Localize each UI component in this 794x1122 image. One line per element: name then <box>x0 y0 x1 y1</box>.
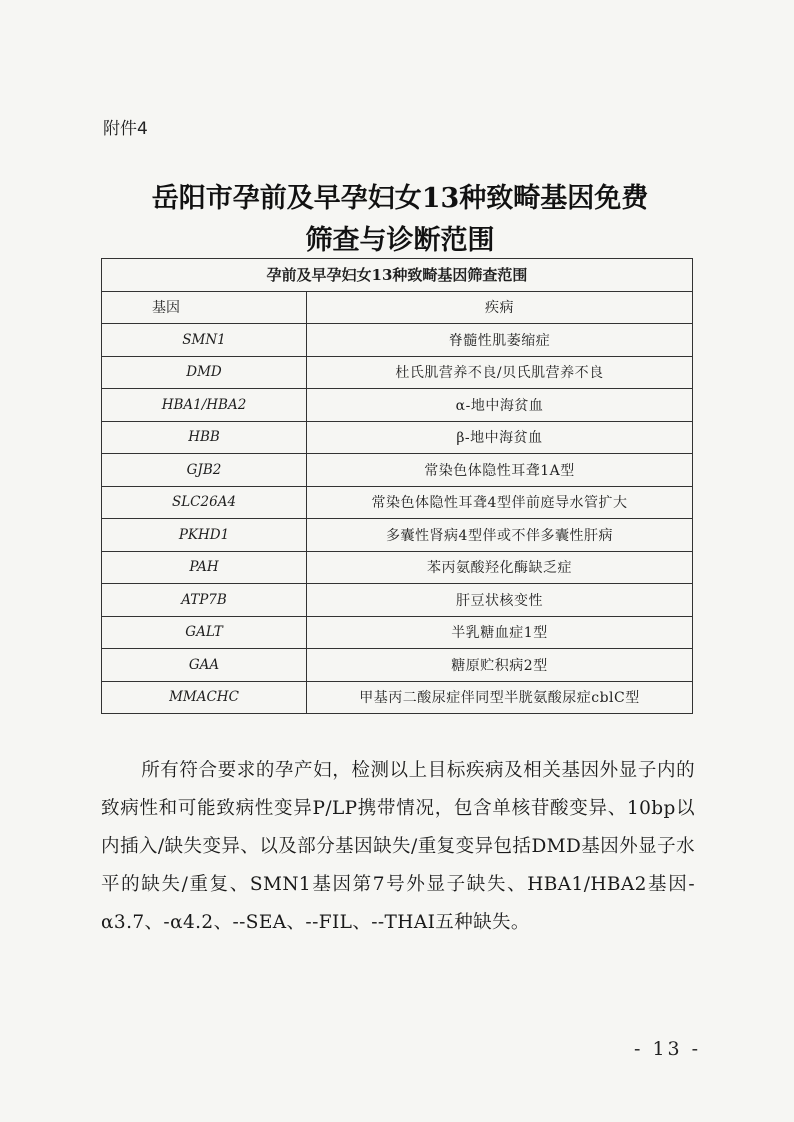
disease-cell: 脊髓性肌萎缩症 <box>307 324 693 357</box>
table-row <box>102 389 693 422</box>
gene-cell: PAH <box>102 551 307 584</box>
document-title <box>100 178 700 262</box>
table-row <box>102 324 693 357</box>
gene-cell: DMD <box>102 356 307 389</box>
disease-cell: 多囊性肾病4型伴或不伴多囊性肝病 <box>307 519 693 552</box>
table-header-row <box>102 291 693 324</box>
body-paragraph <box>101 752 695 942</box>
page-number: - 13 - <box>634 1038 702 1060</box>
gene-cell: SMN1 <box>102 324 307 357</box>
disease-cell: 半乳糖血症1型 <box>307 616 693 649</box>
gene-cell: MMACHC <box>102 681 307 714</box>
disease-cell: β-地中海贫血 <box>307 421 693 454</box>
table-row <box>102 486 693 519</box>
gene-cell: HBB <box>102 421 307 454</box>
screening-scope-table <box>101 258 693 714</box>
table-row <box>102 616 693 649</box>
disease-cell: 苯丙氨酸羟化酶缺乏症 <box>307 551 693 584</box>
table-caption-row <box>102 259 693 292</box>
disease-cell: 常染色体隐性耳聋4型伴前庭导水管扩大 <box>307 486 693 519</box>
body-paragraph-text: 所有符合要求的孕产妇，检测以上目标疾病及相关基因外显子内的致病性和可能致病性变异P/LP携带情况，包含单核苷酸变异、10bp以内插入/缺失变异、以及部分基因缺失/重复变异包括DMD基因外显子水平的缺失/重复、SMN1基因第7号外显子缺失、HBA1/HBA2基因-α3.7、-α4.2、--SEA、--FIL、--THAI五种缺失。 <box>101 760 695 933</box>
column-header-gene: 基因 <box>102 291 307 324</box>
attachment-label: 附件4 <box>103 119 148 139</box>
title-line-1: 岳阳市孕前及早孕妇女13种致畸基因免费 <box>151 183 649 214</box>
disease-cell: 肝豆状核变性 <box>307 584 693 617</box>
column-header-disease: 疾病 <box>307 291 693 324</box>
disease-cell: 甲基丙二酸尿症伴同型半胱氨酸尿症cblC型 <box>307 681 693 714</box>
gene-cell: GALT <box>102 616 307 649</box>
table-row <box>102 519 693 552</box>
disease-cell: α-地中海贫血 <box>307 389 693 422</box>
table-row <box>102 551 693 584</box>
disease-cell: 常染色体隐性耳聋1A型 <box>307 454 693 487</box>
gene-cell: GAA <box>102 649 307 682</box>
table-row <box>102 584 693 617</box>
disease-cell: 杜氏肌营养不良/贝氏肌营养不良 <box>307 356 693 389</box>
table-row <box>102 681 693 714</box>
gene-cell: PKHD1 <box>102 519 307 552</box>
gene-cell: HBA1/HBA2 <box>102 389 307 422</box>
title-line-2: 筛查与诊断范围 <box>305 225 495 256</box>
gene-cell: ATP7B <box>102 584 307 617</box>
gene-cell: GJB2 <box>102 454 307 487</box>
table-row <box>102 454 693 487</box>
table-row <box>102 649 693 682</box>
disease-cell: 糖原贮积病2型 <box>307 649 693 682</box>
gene-cell: SLC26A4 <box>102 486 307 519</box>
table-row <box>102 421 693 454</box>
table-row <box>102 356 693 389</box>
table-caption: 孕前及早孕妇女13种致畸基因筛查范围 <box>102 259 693 292</box>
